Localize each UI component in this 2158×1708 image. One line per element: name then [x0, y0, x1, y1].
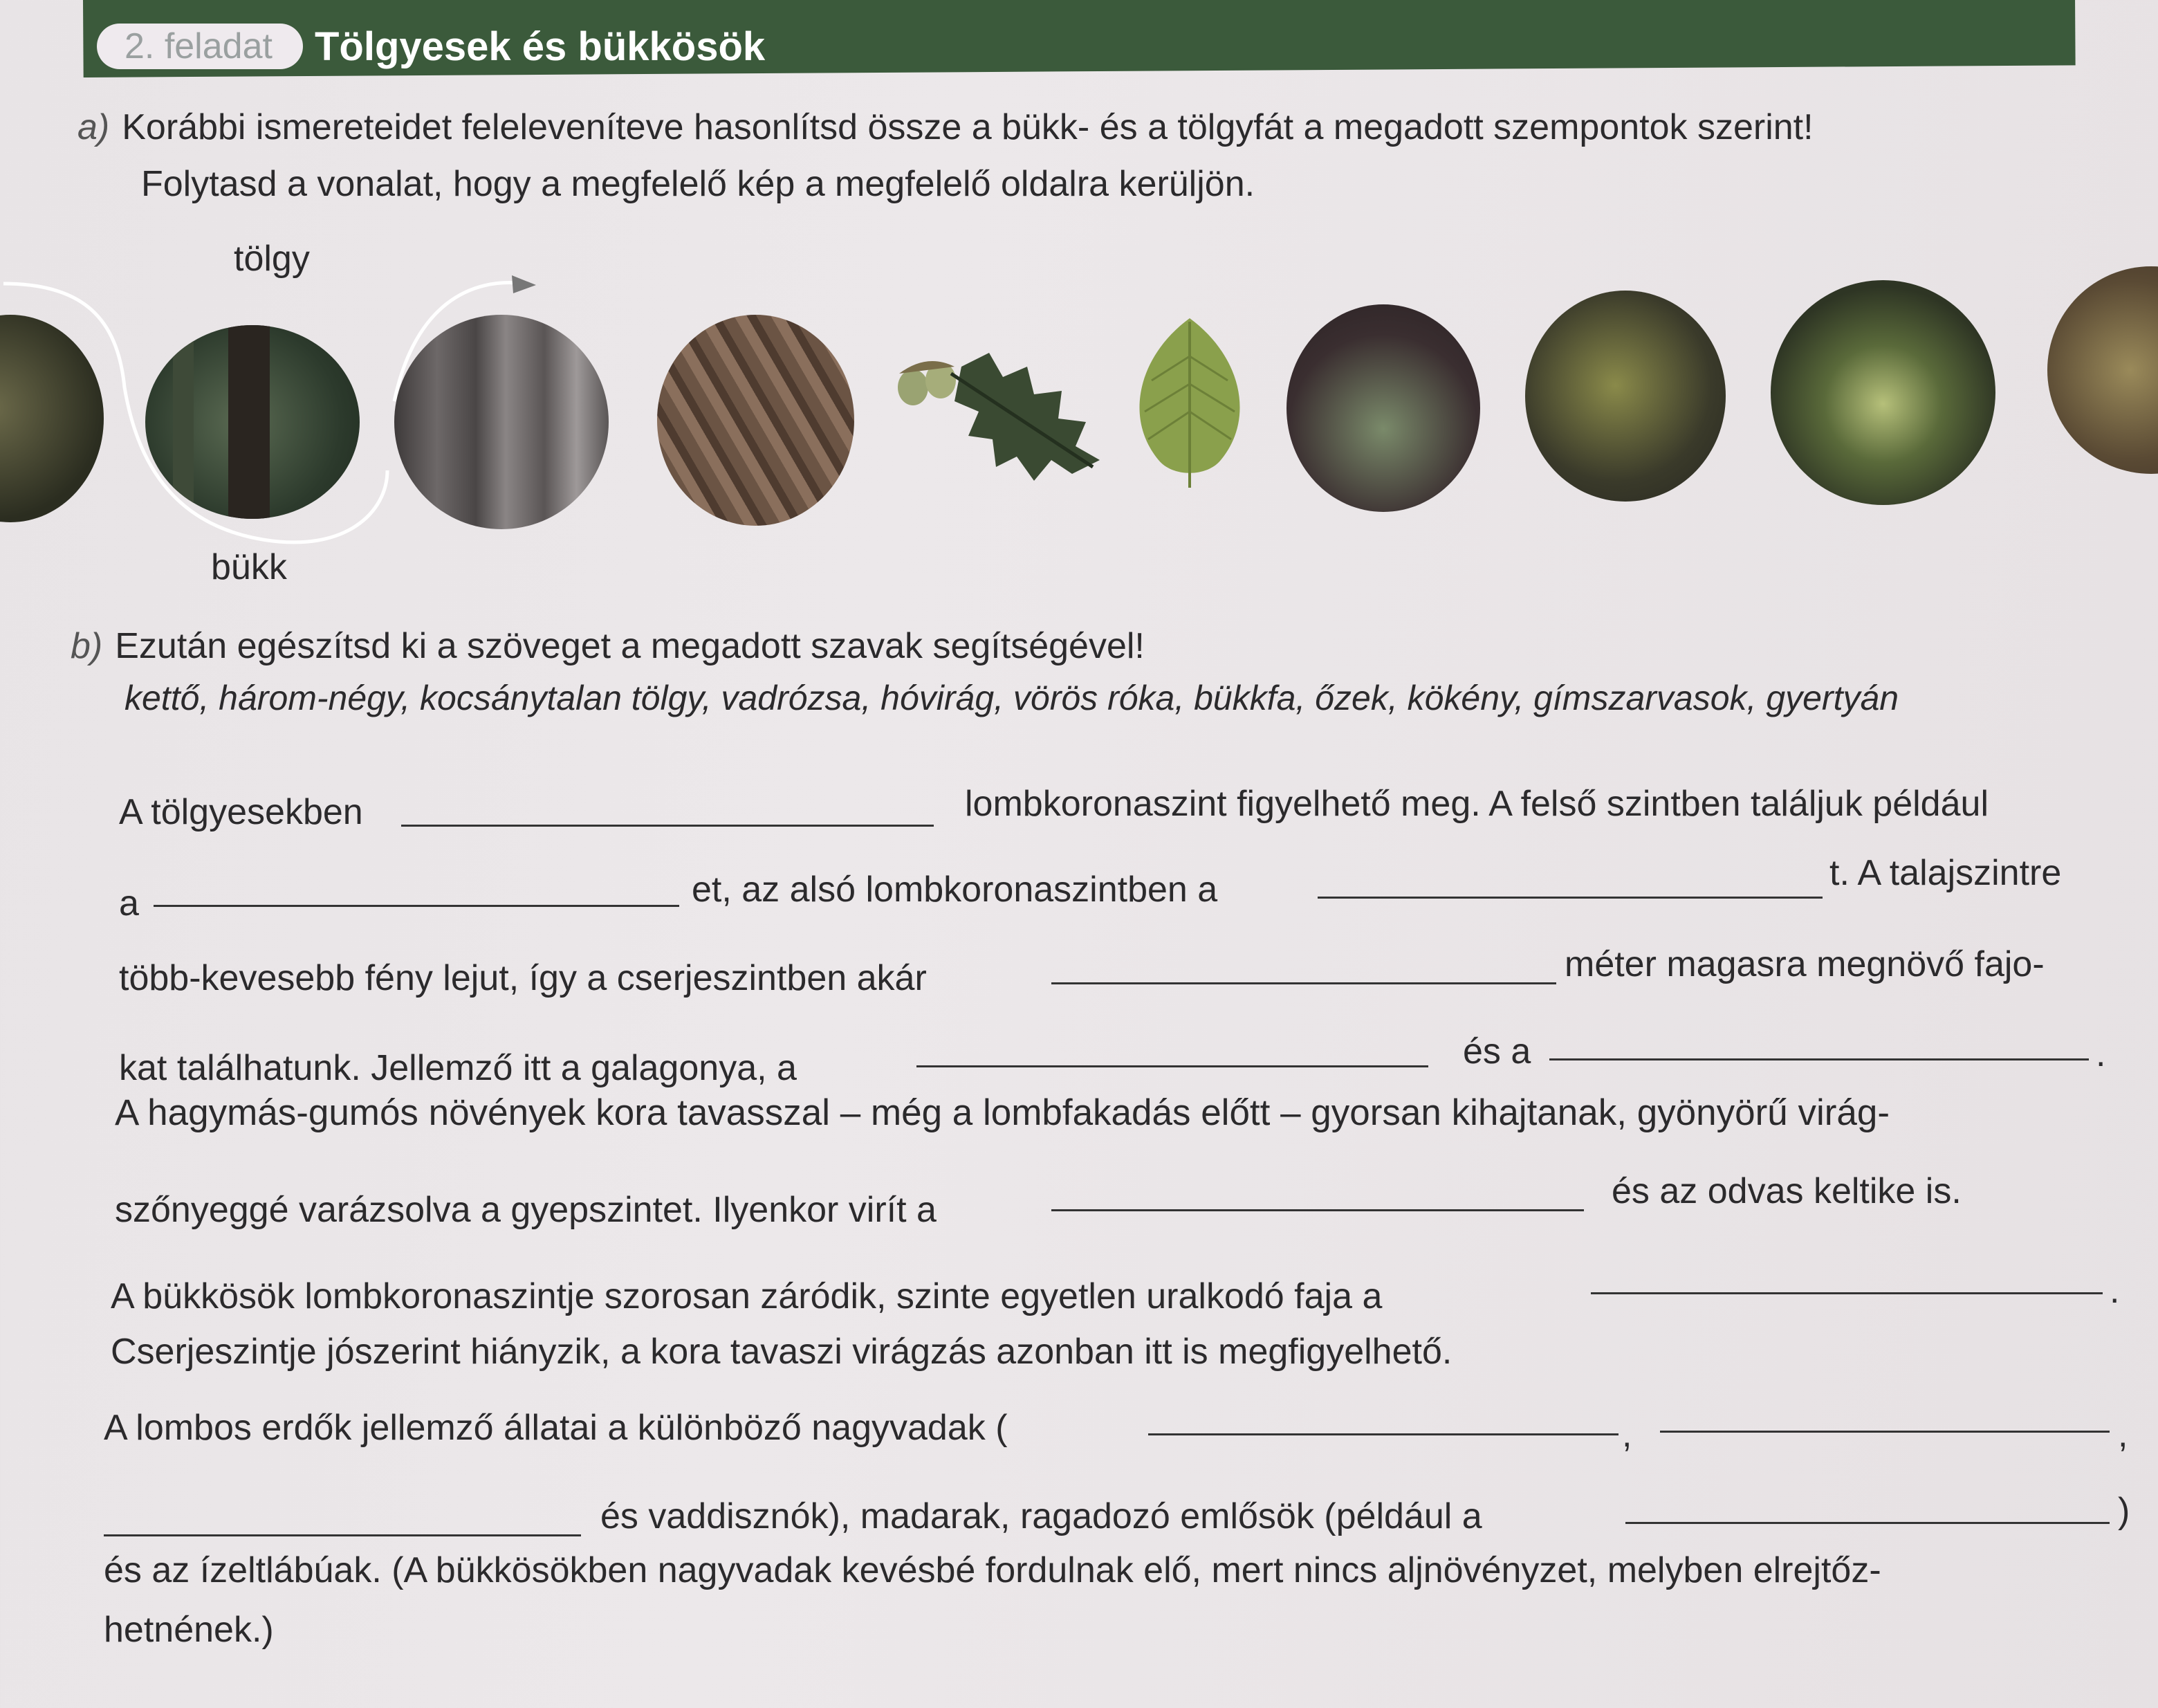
blank-2[interactable] — [154, 905, 679, 907]
task-b-instruction: Ezután egészítsd ki a szöveget a megadott szavak segítségével! — [115, 626, 1145, 666]
text-l2b: et, az alsó lombkoronaszintben a — [692, 870, 1218, 910]
text-l11: és az ízeltlábúak. (A bükkösökben nagyvadak kevésbé fordulnak elő, mert nincs aljnövényzet, melyben elrejtőz- — [104, 1550, 1881, 1590]
beech-nuts-photo[interactable] — [2047, 266, 2158, 474]
arrow-head-icon — [512, 275, 536, 293]
task-b-letter: b) — [71, 626, 103, 666]
blank-12[interactable] — [1625, 1522, 2110, 1524]
blank-8[interactable] — [1591, 1292, 2103, 1294]
task-number-badge: 2. feladat — [97, 24, 303, 69]
maple-flowers-photo[interactable] — [1286, 304, 1480, 512]
text-l1a: A tölgyesekben — [119, 792, 363, 832]
label-tolgy: tölgy — [234, 239, 310, 279]
blank-11[interactable] — [104, 1534, 581, 1536]
word-bank: kettő, három-négy, kocsánytalan tölgy, vadrózsa, hóvirág, vörös róka, bükkfa, őzek, kökény, gímszarvasok, gyertyán — [124, 679, 1899, 717]
text-l2c: t. A talajszintre — [1829, 853, 2062, 893]
text-l9b: , — [1622, 1415, 1632, 1455]
text-l9c: , — [2118, 1415, 2128, 1455]
beech-leaf[interactable] — [1124, 315, 1255, 495]
text-l7b: . — [2110, 1271, 2120, 1311]
text-l10a: és vaddisznók), madarak, ragadozó emlősök (például a — [600, 1496, 1482, 1536]
task-a-line2: Folytasd a vonalat, hogy a megfelelő kép a megfelelő oldalra kerüljön. — [141, 164, 1255, 204]
text-l2a: a — [119, 883, 139, 924]
text-l4a: kat találhatunk. Jellemző itt a galagonya, a — [119, 1048, 797, 1088]
blank-3[interactable] — [1318, 897, 1823, 899]
blank-6[interactable] — [1549, 1058, 2089, 1060]
text-l4b: és a — [1463, 1031, 1531, 1072]
blank-10[interactable] — [1660, 1431, 2110, 1433]
oak-leaf-acorns[interactable] — [885, 339, 1114, 512]
oak-catkins-photo[interactable] — [1525, 291, 1726, 502]
text-l8: Cserjeszintje jószerint hiányzik, a kora tavaszi virágzás azonban itt is megfigyelhető. — [111, 1332, 1452, 1372]
text-l3a: több-kevesebb fény lejut, így a cserjeszintben akár — [119, 958, 927, 998]
text-l1b: lombkoronaszint figyelhető meg. A felső szintben találjuk például — [965, 784, 1989, 824]
acorns-photo[interactable] — [1771, 280, 1995, 505]
text-l10b: ) — [2118, 1491, 2130, 1531]
task-a-letter: a) — [77, 107, 110, 147]
blank-5[interactable] — [916, 1065, 1428, 1067]
task-title: Tölgyesek és bükkösök — [315, 24, 766, 69]
blank-4[interactable] — [1051, 982, 1556, 984]
task-a-line1-text: Korábbi ismereteidet feleleveníteve hasonlítsd össze a bükk- és a tölgyfát a megadott szempontok szerint! — [122, 107, 1814, 147]
text-l5: A hagymás-gumós növények kora tavasszal – még a lombfakadás előtt – gyorsan kihajtanak, gyönyörű virág- — [115, 1092, 1890, 1133]
oak-forest-photo[interactable] — [145, 325, 360, 519]
blank-9[interactable] — [1148, 1433, 1618, 1435]
oak-bark-photo[interactable] — [657, 315, 854, 526]
text-l12: hetnének.) — [104, 1610, 274, 1650]
task-a-line1 — [77, 104, 1814, 151]
text-l6a: szőnyeggé varázsolva a gyepszintet. Ilyenkor virít a — [115, 1190, 937, 1230]
text-l4c: . — [2096, 1034, 2106, 1074]
blank-7[interactable] — [1051, 1209, 1584, 1211]
beech-bark-photo[interactable] — [394, 315, 609, 529]
blank-1[interactable] — [401, 825, 934, 827]
text-l6b: és az odvas keltike is. — [1612, 1171, 1962, 1211]
label-bukk: bükk — [211, 547, 287, 587]
text-l3b: méter magasra megnövő fajo- — [1565, 944, 2045, 984]
task-b-line — [71, 623, 1145, 670]
text-l9a: A lombos erdők jellemző állatai a különböző nagyvadak ( — [104, 1408, 1008, 1448]
text-l7a: A bükkösök lombkoronaszintje szorosan záródik, szinte egyetlen uralkodó faja a — [111, 1276, 1383, 1316]
